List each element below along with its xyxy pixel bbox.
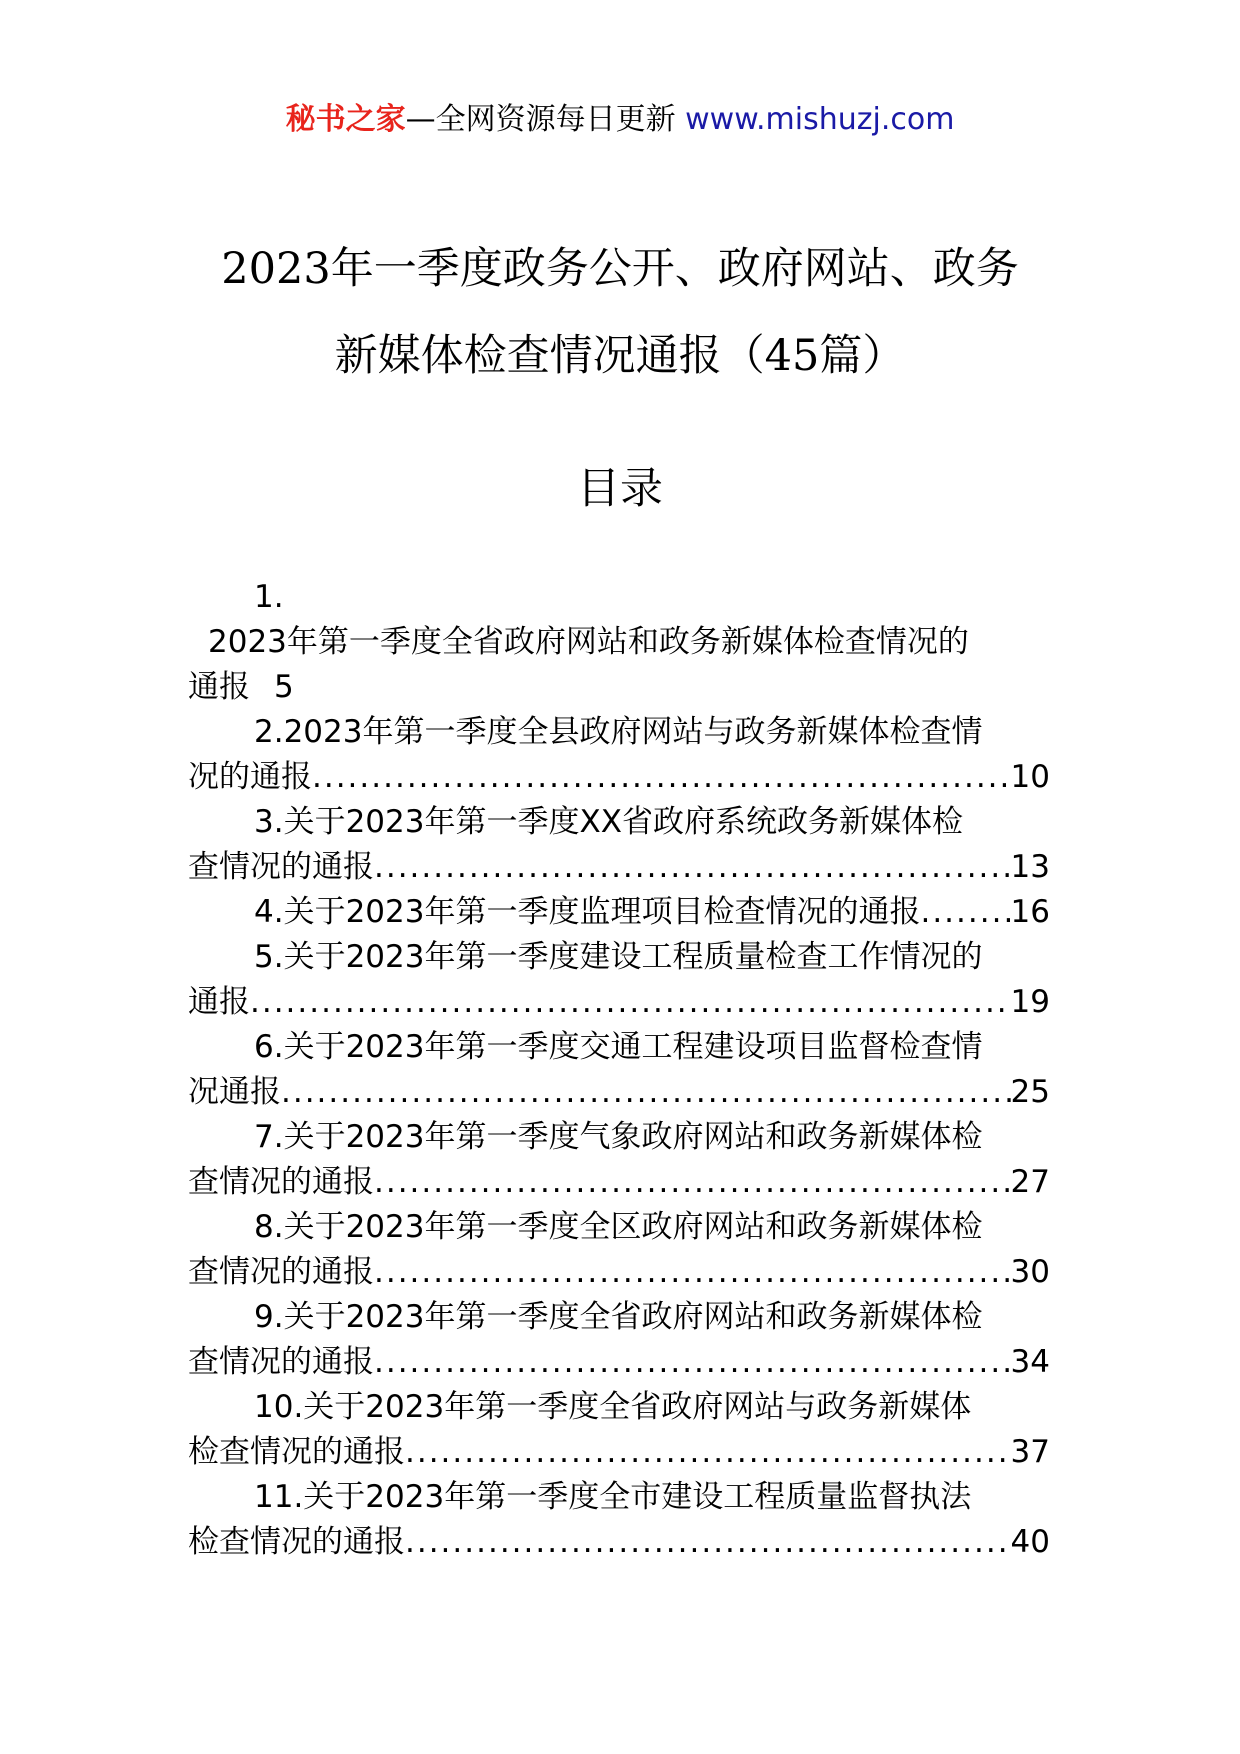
document-title: [160, 226, 1080, 400]
toc-entry-title-cont: 通报: [188, 669, 250, 705]
toc-leader-dots: [405, 1430, 1011, 1475]
toc-entry-title: 3.关于2023年第一季度XX省政府系统政务新媒体检: [254, 804, 963, 840]
toc-entry-page: 19: [1010, 984, 1050, 1020]
toc-leader-dots: [312, 755, 1011, 800]
toc-entry-page: 25: [1010, 1074, 1050, 1110]
toc-leader-dots: [374, 1160, 1011, 1205]
toc-entry-title: 4.关于2023年第一季度监理项目检查情况的通报: [254, 894, 921, 930]
toc-entry-6[interactable]: [188, 1025, 1050, 1115]
toc-entry-title-cont: 况通报: [188, 1074, 281, 1110]
toc-entry-title: 8.关于2023年第一季度全区政府网站和政务新媒体检: [254, 1209, 983, 1245]
toc-entry-title: 9.关于2023年第一季度全省政府网站和政务新媒体检: [254, 1299, 983, 1335]
toc-entry-title-cont: 况的通报: [188, 759, 312, 795]
toc-leader-dots: [920, 890, 1010, 935]
toc-entry-4[interactable]: [188, 890, 1050, 935]
toc-leader-dots: [250, 980, 1011, 1025]
site-url-link[interactable]: www.mishuzj.com: [685, 102, 955, 137]
toc-leader-dots: [374, 1250, 1011, 1295]
toc-entry-title-cont: 查情况的通报: [188, 1164, 374, 1200]
document-title-line-1: 2023年一季度政务公开、政府网站、政务: [221, 244, 1019, 294]
toc-entry-title: 6.关于2023年第一季度交通工程建设项目监督检查情: [254, 1029, 983, 1065]
toc-entry-title: 2.2023年第一季度全县政府网站与政务新媒体检查情: [254, 714, 983, 750]
toc-entry-page: 37: [1010, 1434, 1050, 1470]
toc-entry-11[interactable]: [188, 1475, 1050, 1565]
site-header: [0, 100, 1240, 140]
toc-entry-page: 16: [1010, 894, 1050, 930]
toc-entry-page: 34: [1010, 1344, 1050, 1380]
toc-entry-title: 10.关于2023年第一季度全省政府网站与政务新媒体: [254, 1389, 972, 1425]
toc-entry-title-cont: 查情况的通报: [188, 1344, 374, 1380]
toc-entry-title: 7.关于2023年第一季度气象政府网站和政务新媒体检: [254, 1119, 983, 1155]
toc-entry-number: 1.: [254, 579, 284, 615]
toc-entry-title: 11.关于2023年第一季度全市建设工程质量监督执法: [254, 1479, 972, 1515]
toc-leader-dots: [281, 1070, 1011, 1115]
toc-entry-title: 5.关于2023年第一季度建设工程质量检查工作情况的: [254, 939, 983, 975]
toc-entry-3[interactable]: [188, 800, 1050, 890]
toc-entry-1[interactable]: [188, 575, 1050, 710]
toc-entry-10[interactable]: [188, 1385, 1050, 1475]
toc-entry-page: 13: [1010, 849, 1050, 885]
toc-entry-title-cont: 查情况的通报: [188, 849, 374, 885]
brand-tagline: —全网资源每日更新: [405, 102, 676, 137]
toc-entry-page: 30: [1010, 1254, 1050, 1290]
toc-leader-dots: [374, 845, 1011, 890]
toc-entry-page: 10: [1010, 759, 1050, 795]
toc-entry-8[interactable]: [188, 1205, 1050, 1295]
table-of-contents: [188, 575, 1050, 1565]
toc-entry-5[interactable]: [188, 935, 1050, 1025]
toc-entry-9[interactable]: [188, 1295, 1050, 1385]
toc-leader-dots: [374, 1340, 1011, 1385]
toc-leader-dots: [405, 1520, 1011, 1565]
toc-heading: 目录: [577, 464, 663, 514]
toc-entry-2[interactable]: [188, 710, 1050, 800]
toc-entry-title-cont: 检查情况的通报: [188, 1434, 405, 1470]
toc-entry-7[interactable]: [188, 1115, 1050, 1205]
toc-entry-title-cont: 通报: [188, 984, 250, 1020]
document-title-line-2: 新媒体检查情况通报（45篇）: [334, 331, 906, 381]
toc-entry-title-cont: 查情况的通报: [188, 1254, 374, 1290]
toc-entry-title: 2023年第一季度全省政府网站和政务新媒体检查情况的: [208, 624, 969, 660]
toc-entry-page: 40: [1010, 1524, 1050, 1560]
toc-entry-page: 5: [274, 669, 294, 705]
toc-entry-title-cont: 检查情况的通报: [188, 1524, 405, 1560]
brand-name: 秘书之家: [285, 102, 406, 137]
toc-entry-page: 27: [1010, 1164, 1050, 1200]
